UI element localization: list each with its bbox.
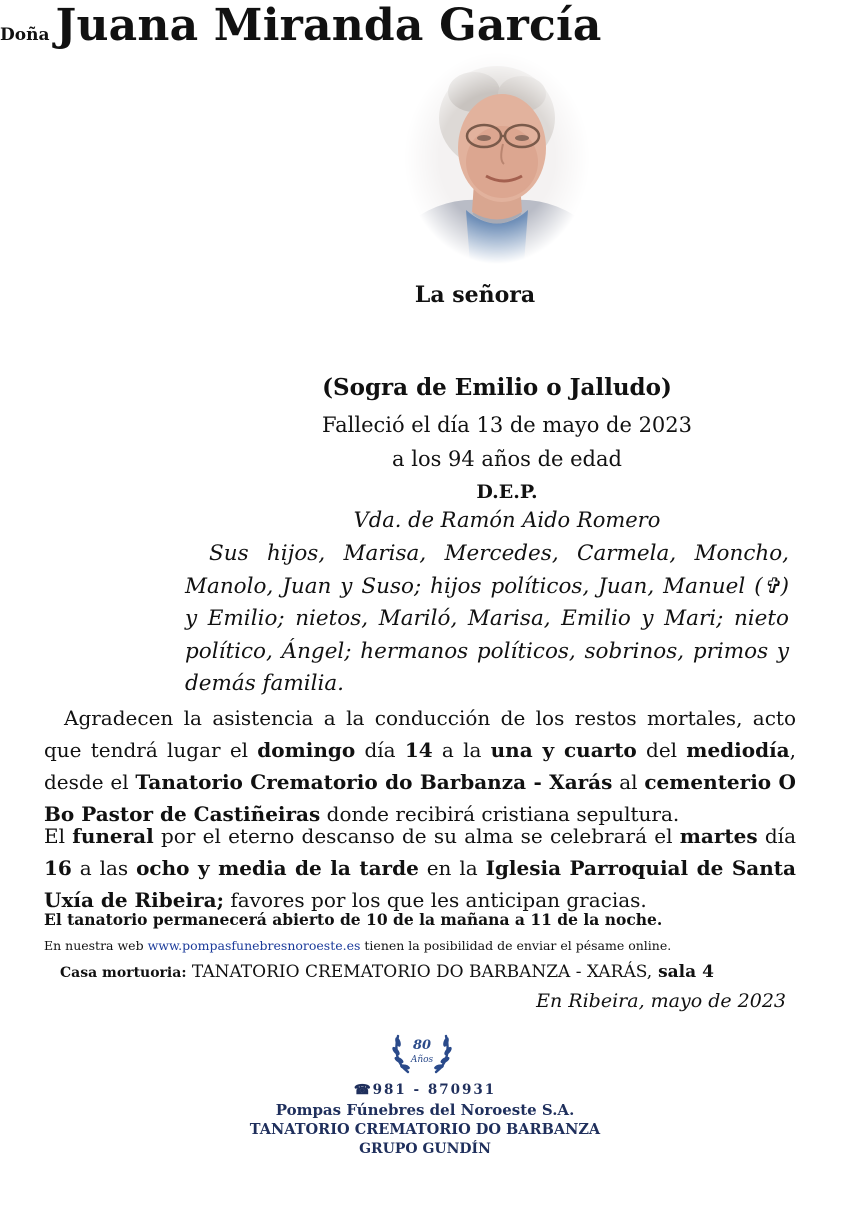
p2-bold: martes bbox=[679, 824, 758, 848]
funeral-home-room: sala 4 bbox=[652, 962, 714, 982]
p2-bold: 16 bbox=[44, 856, 72, 880]
relation-note: (Sogra de Emilio o Jalludo) bbox=[322, 374, 672, 401]
cross-icon: ✞ bbox=[762, 573, 781, 599]
p1-text: , desde el bbox=[44, 738, 796, 794]
deceased-name-line bbox=[0, 0, 600, 51]
age-at-death: a los 94 años de edad bbox=[392, 447, 622, 471]
title-la-senora: La señora bbox=[414, 282, 536, 308]
funeral-home-label: Casa mortuoria: bbox=[60, 965, 187, 981]
p1-bold: cementerio O Bo Pastor de Castiñeiras bbox=[44, 770, 796, 826]
web-condolence-note bbox=[44, 938, 671, 953]
family-text-a: Sus hijos, Marisa, Mercedes, Carmela, Moncho, Manolo, Juan y Suso; hijos políticos, Juan, Manuel ( bbox=[185, 541, 789, 599]
death-date: Falleció el día 13 de mayo de 2023 bbox=[321, 413, 693, 437]
rip-label: D.E.P. bbox=[476, 481, 538, 503]
p2-text: en la bbox=[418, 856, 486, 880]
portrait-illustration bbox=[404, 52, 590, 264]
phone-number: 981 - 870931 bbox=[372, 1082, 497, 1098]
p2-bold: funeral bbox=[72, 824, 154, 848]
logo-number: 80 bbox=[412, 1038, 432, 1053]
p1-text: día bbox=[355, 738, 405, 762]
p1-bold: domingo bbox=[257, 738, 356, 762]
family-text-b: ) y Emilio; nietos, Mariló, Marisa, Emilio y Mari; nieto político, Ángel; hermanos políticos, sobrinos, primos y demás familia. bbox=[185, 573, 789, 696]
funeral-home-name: TANATORIO CREMATORIO DO BARBANZA - XARÁS, bbox=[186, 962, 653, 982]
p2-text: favores por los que les anticipan gracias. bbox=[223, 888, 647, 912]
p1-text: Agradecen la asistencia a la conducción de los restos mortales, acto que tendrá lugar el bbox=[44, 706, 796, 762]
group-name: GRUPO GUNDÍN bbox=[359, 1141, 491, 1157]
p1-text: donde recibirá cristiana sepultura. bbox=[320, 802, 680, 826]
deceased-name: Juana Miranda García bbox=[55, 0, 602, 51]
opening-hours-note: El tanatorio permanecerá abierto de 10 de la mañana a 11 de la noche. bbox=[44, 910, 663, 929]
p1-text: del bbox=[636, 738, 687, 762]
p1-bold: una y cuarto bbox=[490, 738, 637, 762]
p2-text: día bbox=[757, 824, 796, 848]
p1-text: al bbox=[612, 770, 645, 794]
p2-bold: Iglesia Parroquial de Santa Uxía de Ribeira; bbox=[44, 856, 796, 912]
web-note-text: En nuestra web bbox=[44, 938, 148, 953]
p2-text: El bbox=[44, 824, 73, 848]
funeral-paragraph bbox=[44, 820, 796, 916]
p1-bold: mediodía bbox=[686, 738, 790, 762]
website-link[interactable]: www.pompasfunebresnoroeste.es bbox=[147, 938, 361, 953]
p2-text: por el eterno descanso de su alma se celebrará el bbox=[153, 824, 680, 848]
funeral-home-line bbox=[60, 962, 714, 982]
web-note-text: tienen la posibilidad de enviar el pésame online. bbox=[360, 938, 672, 953]
place-and-date: En Ribeira, mayo de 2023 bbox=[536, 990, 786, 1012]
laurel-icon bbox=[382, 1022, 462, 1078]
anniversary-logo bbox=[382, 1022, 462, 1078]
family-list bbox=[185, 538, 789, 701]
widow-of: Vda. de Ramón Aido Romero bbox=[353, 508, 661, 532]
phone-icon: ☎ bbox=[353, 1082, 373, 1098]
portrait-photo bbox=[404, 52, 590, 264]
ceremony-paragraph bbox=[44, 702, 796, 830]
p2-bold: ocho y media de la tarde bbox=[136, 856, 419, 880]
p1-bold: Tanatorio Crematorio do Barbanza - Xarás bbox=[135, 770, 613, 794]
phone-line bbox=[0, 1082, 850, 1098]
p1-bold: 14 bbox=[404, 738, 433, 762]
p1-text: a la bbox=[432, 738, 491, 762]
honorific: Doña bbox=[0, 25, 50, 45]
p2-text: a las bbox=[71, 856, 137, 880]
logo-word: Años bbox=[410, 1055, 434, 1065]
tanatorio-name: TANATORIO CREMATORIO DO BARBANZA bbox=[249, 1121, 601, 1138]
company-name: Pompas Fúnebres del Noroeste S.A. bbox=[275, 1101, 575, 1119]
